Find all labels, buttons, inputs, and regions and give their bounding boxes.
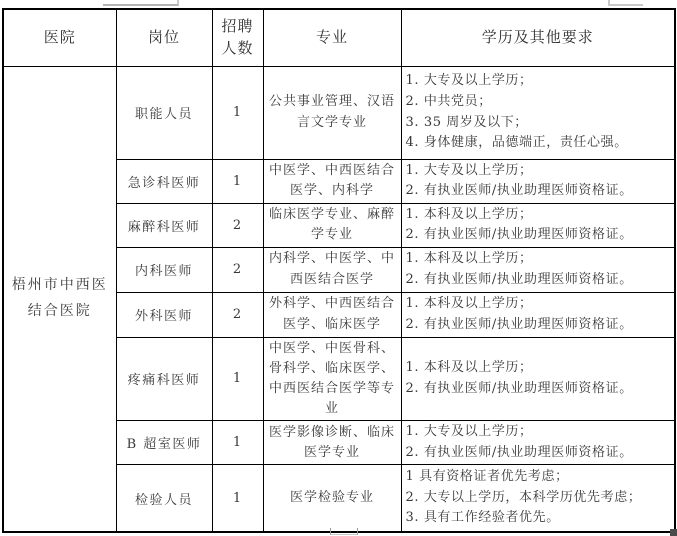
screenshot-artifact: [670, 529, 677, 536]
cell-requirements: [401, 203, 675, 247]
screenshot-artifact: [103, 0, 179, 6]
cell-position: 外科医师: [116, 292, 212, 337]
cell-major: 中医学、中医骨科、骨科学、临床医学、中西医结合医学等专业: [263, 337, 401, 421]
screenshot-artifact: [608, 0, 643, 6]
requirement-line: 1. 本科及以上学历；: [405, 251, 533, 267]
cell-position: 职能人员: [116, 66, 212, 159]
recruitment-table: [2, 8, 676, 533]
cell-count: 1: [212, 66, 263, 159]
cell-count: 2: [212, 247, 263, 292]
cell-major: 医学影像诊断、临床医学专业: [263, 421, 401, 465]
requirement-line: 1. 大专及以上学历；: [405, 73, 533, 89]
header-row: [3, 9, 675, 66]
requirement-line: 3. 具有工作经验者优先。: [405, 510, 560, 526]
header-cell-position: 岗位: [116, 9, 212, 66]
requirement-line: 1. 本科及以上学历；: [405, 296, 533, 312]
requirement-line: 2. 有执业医师/执业助理医师资格证。: [405, 444, 633, 460]
cell-position: 急诊科医师: [116, 159, 212, 203]
screenshot-artifact: [330, 528, 358, 535]
cell-position: 检验人员: [116, 465, 212, 532]
requirement-line: 1. 大专及以上学历；: [405, 424, 533, 440]
cell-position: B 超室医师: [116, 421, 212, 465]
cell-major: 医学检验专业: [263, 465, 401, 532]
cell-position: 麻醉科医师: [116, 203, 212, 247]
requirement-line: 2. 有执业医师/执业助理医师资格证。: [405, 271, 633, 287]
requirement-line: 1. 本科及以上学历；: [405, 360, 533, 376]
cell-major: 外科学、中西医结合医学、临床医学: [263, 292, 401, 337]
cell-requirements: [401, 292, 675, 337]
header-cell-requirements: 学历及其他要求: [401, 9, 675, 66]
hospital-name-cell: [3, 66, 116, 532]
header-cell-major: 专业: [263, 9, 401, 66]
cell-requirements: [401, 337, 675, 421]
cell-position: 内科医师: [116, 247, 212, 292]
requirement-line: 2. 有执业医师/执业助理医师资格证。: [405, 316, 633, 332]
cell-count: 2: [212, 203, 263, 247]
cell-position: 疼痛科医师: [116, 337, 212, 421]
cell-requirements: [401, 66, 675, 159]
requirement-line: 2. 中共党员；: [405, 93, 492, 109]
cell-major: 内科学、中医学、中西医结合医学: [263, 247, 401, 292]
cell-major: 临床医学专业、麻醉学专业: [263, 203, 401, 247]
requirement-line: 1 具有资格证者优先考虑；: [405, 469, 569, 485]
cell-major: 公共事业管理、汉语言文学专业: [263, 66, 401, 159]
requirement-line: 2. 有执业医师/执业助理医师资格证。: [405, 183, 633, 199]
cell-count: 1: [212, 421, 263, 465]
cell-count: 2: [212, 292, 263, 337]
cell-count: 1: [212, 337, 263, 421]
cell-requirements: [401, 247, 675, 292]
header-cell-count: 招聘人数: [212, 9, 263, 66]
requirement-line: 4. 身体健康，品德端正，责任心强。: [405, 135, 628, 151]
requirement-line: 2. 大专以上学历，本科学历优先考虑；: [405, 489, 642, 505]
table-row: [3, 66, 675, 159]
cell-requirements: [401, 159, 675, 203]
cell-count: 1: [212, 159, 263, 203]
requirement-line: 1. 本科及以上学历；: [405, 206, 533, 222]
hospital-name: 梧州市中西医结合医院: [11, 277, 108, 319]
requirement-line: 3. 35 周岁及以下；: [405, 114, 528, 130]
cell-requirements: [401, 465, 675, 532]
requirement-line: 1. 大专及以上学历；: [405, 162, 533, 178]
cell-count: 1: [212, 465, 263, 532]
requirement-line: 2. 有执业医师/执业助理医师资格证。: [405, 380, 633, 396]
header-cell-hospital: 医院: [3, 9, 116, 66]
cell-requirements: [401, 421, 675, 465]
requirement-line: 2. 有执业医师/执业助理医师资格证。: [405, 227, 633, 243]
cell-major: 中医学、中西医结合医学、内科学: [263, 159, 401, 203]
